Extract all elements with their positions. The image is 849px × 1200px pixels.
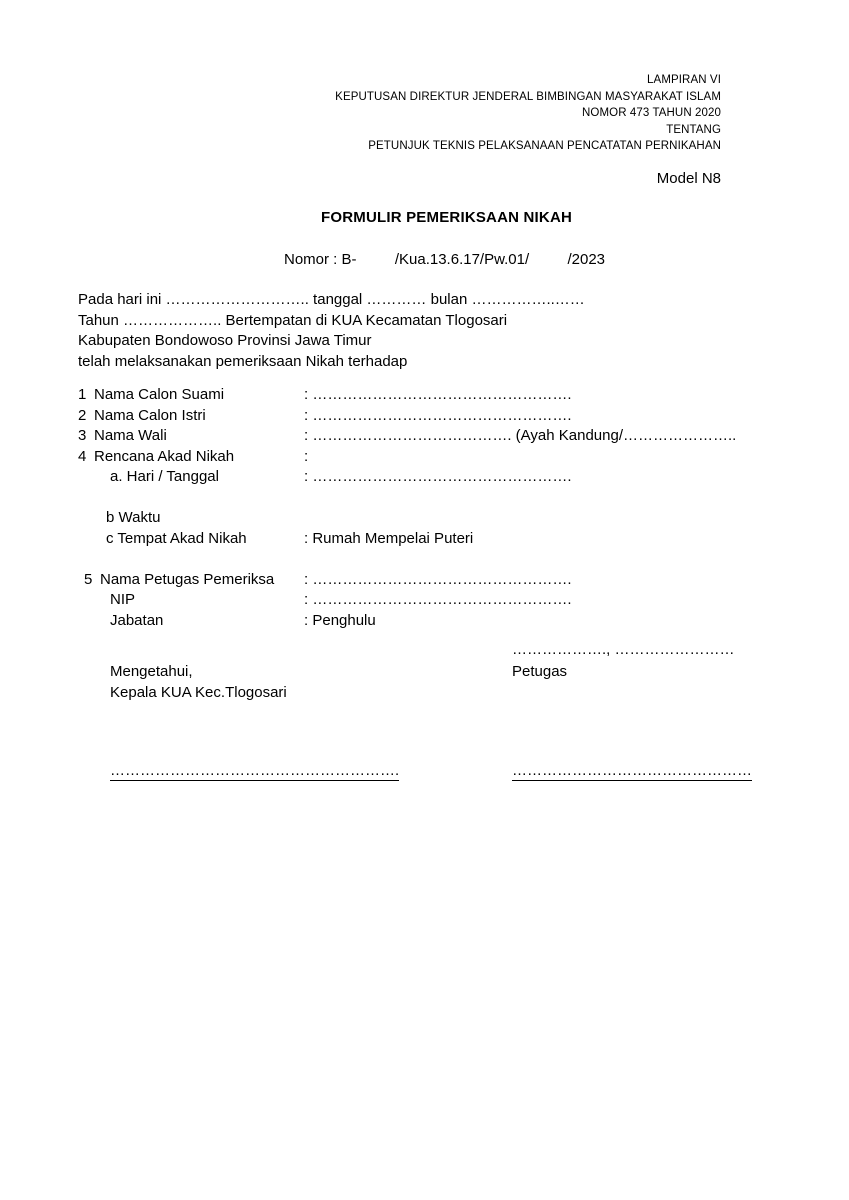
field-colon bbox=[304, 529, 473, 550]
header-line-2: KEPUTUSAN DIREKTUR JENDERAL BIMBINGAN MASYARAKAT ISLAM bbox=[335, 90, 721, 103]
colon-mark: : bbox=[304, 447, 309, 465]
signature-right-rule: ………………………………………… bbox=[512, 762, 752, 779]
colon-mark: : bbox=[304, 591, 309, 608]
field-colon bbox=[304, 590, 572, 611]
field-colon bbox=[304, 570, 572, 591]
field-label: b Waktu bbox=[106, 509, 161, 526]
page-title: FORMULIR PEMERIKSAAN NIKAH bbox=[320, 209, 573, 226]
field-value: Rumah Mempelai Puteri bbox=[312, 529, 474, 547]
colon-mark: : bbox=[304, 468, 309, 485]
field-label: Nama Wali bbox=[94, 427, 167, 444]
nomor-year: /2023 bbox=[567, 251, 606, 268]
examination-fields bbox=[78, 385, 778, 631]
field-colon bbox=[304, 611, 376, 632]
field-colon bbox=[304, 447, 308, 468]
intro-line-1: Pada hari ini ……………………….. tanggal ………… bulan ……………..…… bbox=[78, 291, 585, 308]
field-row bbox=[78, 426, 778, 447]
field-value: ……………………………………………. bbox=[312, 570, 572, 588]
field-number: 5 bbox=[84, 570, 93, 588]
field-value: ……………………………………………. bbox=[312, 406, 572, 424]
field-row bbox=[78, 590, 778, 611]
field-row bbox=[78, 611, 778, 632]
field-number: 1 bbox=[78, 386, 87, 403]
signature-left-line-2: Kepala KUA Kec.Tlogosari bbox=[110, 683, 287, 701]
field-number: 2 bbox=[78, 406, 87, 424]
field-label: Nama Petugas Pemeriksa bbox=[100, 570, 275, 588]
field-label: c Tempat Akad Nikah bbox=[106, 529, 247, 547]
colon-mark: : bbox=[304, 611, 309, 629]
row-spacer bbox=[78, 549, 778, 570]
field-value: ……………………………………………. bbox=[312, 386, 572, 403]
signature-right-block bbox=[512, 662, 567, 683]
field-value: …………………………………. (Ayah Kandung/………………….. bbox=[312, 427, 737, 444]
field-label: Nama Calon Suami bbox=[94, 386, 225, 403]
intro-line-4: telah melaksanakan pemeriksaan Nikah terhadap bbox=[78, 352, 408, 370]
field-colon bbox=[304, 385, 572, 406]
field-value: ……………………………………………. bbox=[312, 468, 572, 485]
header-line-5: PETUNJUK TEKNIS PELAKSANAAN PENCATATAN PERNIKAHAN bbox=[368, 140, 721, 152]
field-label: Jabatan bbox=[110, 611, 164, 629]
colon-mark: : bbox=[304, 406, 309, 424]
document-number bbox=[0, 251, 849, 268]
intro-line-2: Tahun ……………….. Bertempatan di KUA Kecamatan Tlogosari bbox=[78, 311, 508, 329]
signature-left-rule: …………………………………………………. bbox=[110, 762, 400, 779]
signature-left-block bbox=[110, 662, 287, 703]
model-label: Model N8 bbox=[656, 170, 721, 187]
colon-mark: : bbox=[304, 570, 309, 588]
header-line-1: LAMPIRAN VI bbox=[647, 74, 721, 86]
signature-left-line-1: Mengetahui, bbox=[110, 663, 193, 680]
field-label: a. Hari / Tanggal bbox=[110, 468, 219, 485]
field-label: Rencana Akad Nikah bbox=[94, 447, 235, 465]
row-spacer bbox=[78, 488, 778, 509]
field-colon bbox=[304, 467, 572, 488]
field-colon bbox=[304, 406, 572, 427]
colon-mark: : bbox=[304, 529, 309, 547]
intro-line-3: Kabupaten Bondowoso Provinsi Jawa Timur bbox=[78, 332, 372, 349]
signature-right-line-1: Petugas bbox=[512, 663, 568, 680]
colon-mark: : bbox=[304, 427, 309, 444]
field-row bbox=[78, 406, 778, 427]
field-label: Nama Calon Istri bbox=[94, 406, 206, 424]
nomor-prefix: Nomor : B- bbox=[283, 251, 357, 268]
field-label: NIP bbox=[110, 591, 136, 608]
colon-mark: : bbox=[304, 386, 309, 403]
header-line-4: TENTANG bbox=[666, 123, 721, 136]
signature-date-place: ………………., …………………… bbox=[512, 641, 735, 658]
field-value: Penghulu bbox=[312, 611, 376, 629]
intro-paragraph bbox=[78, 290, 758, 372]
field-row bbox=[78, 529, 778, 550]
field-number: 4 bbox=[78, 447, 87, 465]
header-line-3: NOMOR 473 TAHUN 2020 bbox=[582, 107, 721, 119]
field-row bbox=[78, 508, 778, 529]
field-row bbox=[78, 447, 778, 468]
nomor-middle: /Kua.13.6.17/Pw.01/ bbox=[394, 251, 530, 268]
field-row bbox=[78, 385, 778, 406]
field-number: 3 bbox=[78, 427, 87, 444]
field-row bbox=[78, 570, 778, 591]
field-value: ……………………………………………. bbox=[312, 591, 572, 608]
document-header bbox=[335, 72, 721, 155]
field-row bbox=[78, 467, 778, 488]
field-colon bbox=[304, 426, 736, 447]
